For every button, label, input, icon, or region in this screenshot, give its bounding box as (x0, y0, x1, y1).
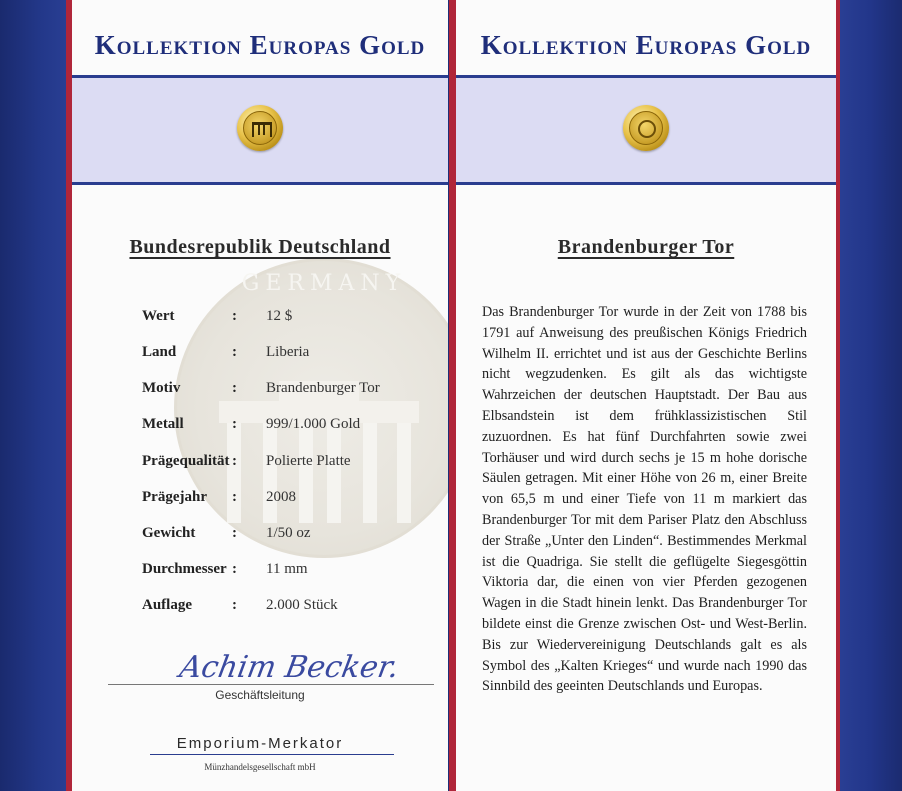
spec-colon: : (232, 525, 237, 541)
coin-reverse-icon (623, 105, 669, 151)
spec-value: 999/1.000 Gold (266, 416, 361, 432)
spec-value: 12 $ (266, 308, 293, 324)
spec-colon: : (232, 344, 237, 360)
red-spine (449, 0, 456, 791)
spec-row (142, 561, 448, 597)
spec-value: 2.000 Stück (266, 597, 338, 613)
spec-value: Brandenburger Tor (266, 380, 380, 396)
spec-colon: : (232, 561, 237, 577)
company-subtitle: Münzhandelsgesellschaft mbH (204, 762, 316, 772)
certificate-panel-left (72, 0, 448, 791)
spec-label: Land (142, 344, 177, 360)
certificate-panel-right (456, 0, 836, 791)
spec-colon: : (232, 489, 237, 505)
spec-label: Wert (142, 308, 175, 324)
spec-label: Gewicht (142, 525, 196, 541)
blue-background-right (838, 0, 902, 791)
spec-row (142, 380, 448, 416)
country-title: Bundesrepublik Deutschland (129, 236, 391, 258)
coin-band-right (456, 75, 836, 185)
spec-label: Prägequalität (142, 453, 230, 469)
spec-value: Polierte Platte (266, 453, 351, 469)
spec-row (142, 416, 448, 452)
description-text: Das Brandenburger Tor wurde in der Zeit von 1788 bis 1791 auf Anweisung des preußischen Königs Friedrich Wilhelm II. errichtet und ist aus der Geschichte Berlins nicht wegzudenken. Es gilt als das wichtigste Wahrzeichen der deutschen Hauptstadt. Der Bau aus Elbsandstein ist dem frühklassizistischen Stil zuzuordnen. Es hat fünf Durchfahrten sowie zwei Torhäuser und wird durch sechs je 15 m hohe dorische Säulen getragen. Mit einer Höhe von 26 m, einer Breite von 65,5 m und einer Tiefe von 11 m markiert das Brandenburger Tor mit dem Pariser Platz den Abschluss der Straße „Unter den Linden“. Bestimmendes Merkmal ist die Quadriga. Sie stellt die geflügelte Siegesgöttin Viktoria dar, die einen von vier Pferden gezogenen Wagen in die Stadt hinein lenkt. Das Brandenburger Tor bildete einst die Grenze zwischen Ost- und West-Berlin. Bis zur Wiedervereinigung Deutschlands galt es als Symbol des „Kalten Krieges“ und wurde nach 1990 das Sinnbild des geeinten Deutschlands und Europas. (482, 304, 807, 695)
spec-row (142, 308, 448, 344)
company-name: Emporium-Merkator (176, 735, 344, 752)
spec-label: Motiv (142, 380, 181, 396)
red-edge-right (836, 0, 840, 791)
spec-row (142, 453, 448, 489)
spec-row (142, 489, 448, 525)
spec-value: 11 mm (266, 561, 308, 577)
spec-colon: : (232, 308, 237, 324)
spec-row (142, 344, 448, 380)
watermark-text: GERMANY (241, 271, 407, 296)
spec-colon: : (232, 380, 237, 396)
spec-value: 2008 (266, 489, 296, 505)
collection-title-left: Kollektion Europas Gold (94, 30, 426, 60)
signature-line (108, 684, 434, 685)
motif-title: Brandenburger Tor (557, 236, 735, 258)
spec-label: Metall (142, 416, 184, 432)
spec-colon: : (232, 597, 237, 613)
spec-colon: : (232, 453, 237, 469)
spec-value: Liberia (266, 344, 310, 360)
coin-band-left (72, 75, 448, 185)
spec-colon: : (232, 416, 237, 432)
company-divider (150, 754, 394, 755)
collection-title-right: Kollektion Europas Gold (480, 30, 812, 60)
signature-caption: Geschäftsleitung (215, 688, 305, 702)
spec-label: Durchmesser (142, 561, 227, 577)
signature: Achim Becker. (176, 650, 402, 685)
spec-value: 1/50 oz (266, 525, 311, 541)
spec-label: Auflage (142, 597, 192, 613)
spec-row (142, 525, 448, 561)
blue-background-left (0, 0, 70, 791)
spec-row (142, 597, 448, 633)
spec-label: Prägejahr (142, 489, 207, 505)
coin-obverse-icon (237, 105, 283, 151)
